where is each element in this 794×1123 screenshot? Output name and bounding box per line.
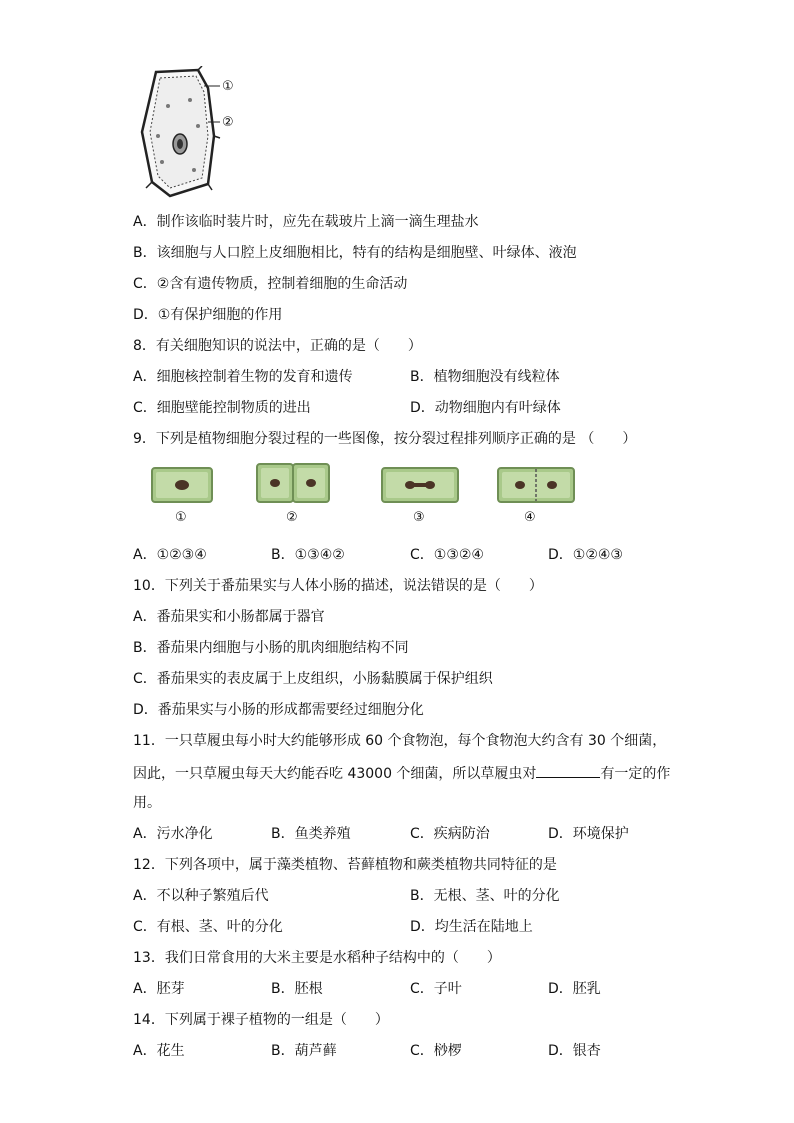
cell-division-image-1 <box>150 465 214 505</box>
q10-option-d: D．番茄果实与小肠的形成都需要经过细胞分化 <box>133 702 424 718</box>
q14-option-d: D．银杏 <box>548 1043 601 1059</box>
q10-option-c: C．番茄果实的表皮属于上皮组织，小肠黏膜属于保护组织 <box>133 671 493 687</box>
q11-stem-before-blank: 因此，一只草履虫每天大约能吞吃 43000 个细菌，所以草履虫对 <box>133 766 537 782</box>
q9-option-b: B．①③④② <box>271 547 345 563</box>
q12-option-a: A．不以种子繁殖后代 <box>133 888 269 904</box>
q9-option-c: C．①③②④ <box>410 547 484 563</box>
q11-option-b: B．鱼类养殖 <box>271 826 351 842</box>
q8-option-c: C．细胞壁能控制物质的进出 <box>133 400 311 416</box>
q11-stem-after-blank: 有一定的作 <box>600 766 671 782</box>
q11-option-c: C．疾病防治 <box>410 826 490 842</box>
plant-cell-figure <box>128 66 258 200</box>
q12-option-c: C．有根、茎、叶的分化 <box>133 919 283 935</box>
q13-option-c: C．子叶 <box>410 981 462 997</box>
q8-stem: 8．有关细胞知识的说法中，正确的是（ ） <box>133 338 422 354</box>
q9-stem: 9．下列是植物细胞分裂过程的一些图像，按分裂过程排列顺序正确的是 （ ） <box>133 431 637 447</box>
q11-stem-line1: 11．一只草履虫每小时大约能够形成 60 个食物泡，每个食物泡大约含有 30 个细菌， <box>133 733 667 749</box>
cell-division-image-4 <box>496 465 576 505</box>
q9-figure-label-3: ③ <box>413 510 425 525</box>
cell-division-image-3 <box>380 465 460 505</box>
q7-option-a: A．制作该临时装片时，应先在载玻片上滴一滴生理盐水 <box>133 214 479 230</box>
q13-option-b: B．胚根 <box>271 981 323 997</box>
q11-option-a: A．污水净化 <box>133 826 213 842</box>
q10-option-a: A．番茄果实和小肠都属于器官 <box>133 609 325 625</box>
q8-option-b: B．植物细胞没有线粒体 <box>410 369 560 385</box>
figure7-label-2: ② <box>222 115 234 130</box>
q10-stem: 10．下列关于番茄果实与人体小肠的描述，说法错误的是（ ） <box>133 578 543 594</box>
q14-stem: 14．下列属于裸子植物的一组是（ ） <box>133 1012 389 1028</box>
q12-option-b: B．无根、茎、叶的分化 <box>410 888 560 904</box>
q14-option-c: C．桫椤 <box>410 1043 462 1059</box>
q11-stem-line2 <box>133 762 670 784</box>
q10-option-b: B．番茄果内细胞与小肠的肌肉细胞结构不同 <box>133 640 409 656</box>
q7-option-c: C．②含有遗传物质，控制着细胞的生命活动 <box>133 276 408 292</box>
q8-option-d: D．动物细胞内有叶绿体 <box>410 400 561 416</box>
q9-option-a: A．①②③④ <box>133 547 207 563</box>
q11-stem-line3: 用。 <box>133 795 161 811</box>
q9-figure-label-4: ④ <box>524 510 536 525</box>
q13-option-d: D．胚乳 <box>548 981 601 997</box>
q11-option-d: D．环境保护 <box>548 826 629 842</box>
q7-option-b: B．该细胞与人口腔上皮细胞相比，特有的结构是细胞壁、叶绿体、液泡 <box>133 245 577 261</box>
cell-division-image-2 <box>255 461 331 505</box>
q14-option-b: B．葫芦藓 <box>271 1043 337 1059</box>
q8-option-a: A．细胞核控制着生物的发育和遗传 <box>133 369 353 385</box>
q9-figure-label-2: ② <box>286 510 298 525</box>
q12-option-d: D．均生活在陆地上 <box>410 919 533 935</box>
q9-option-d: D．①②④③ <box>548 547 623 563</box>
q13-stem: 13．我们日常食用的大米主要是水稻种子结构中的（ ） <box>133 950 501 966</box>
q13-option-a: A．胚芽 <box>133 981 185 997</box>
figure7-label-1: ① <box>222 79 234 94</box>
q14-option-a: A．花生 <box>133 1043 185 1059</box>
q11-answer-blank <box>536 762 600 778</box>
q12-stem: 12．下列各项中，属于藻类植物、苔藓植物和蕨类植物共同特征的是 <box>133 857 557 873</box>
q9-figure-label-1: ① <box>175 510 187 525</box>
q7-option-d: D．①有保护细胞的作用 <box>133 307 283 323</box>
